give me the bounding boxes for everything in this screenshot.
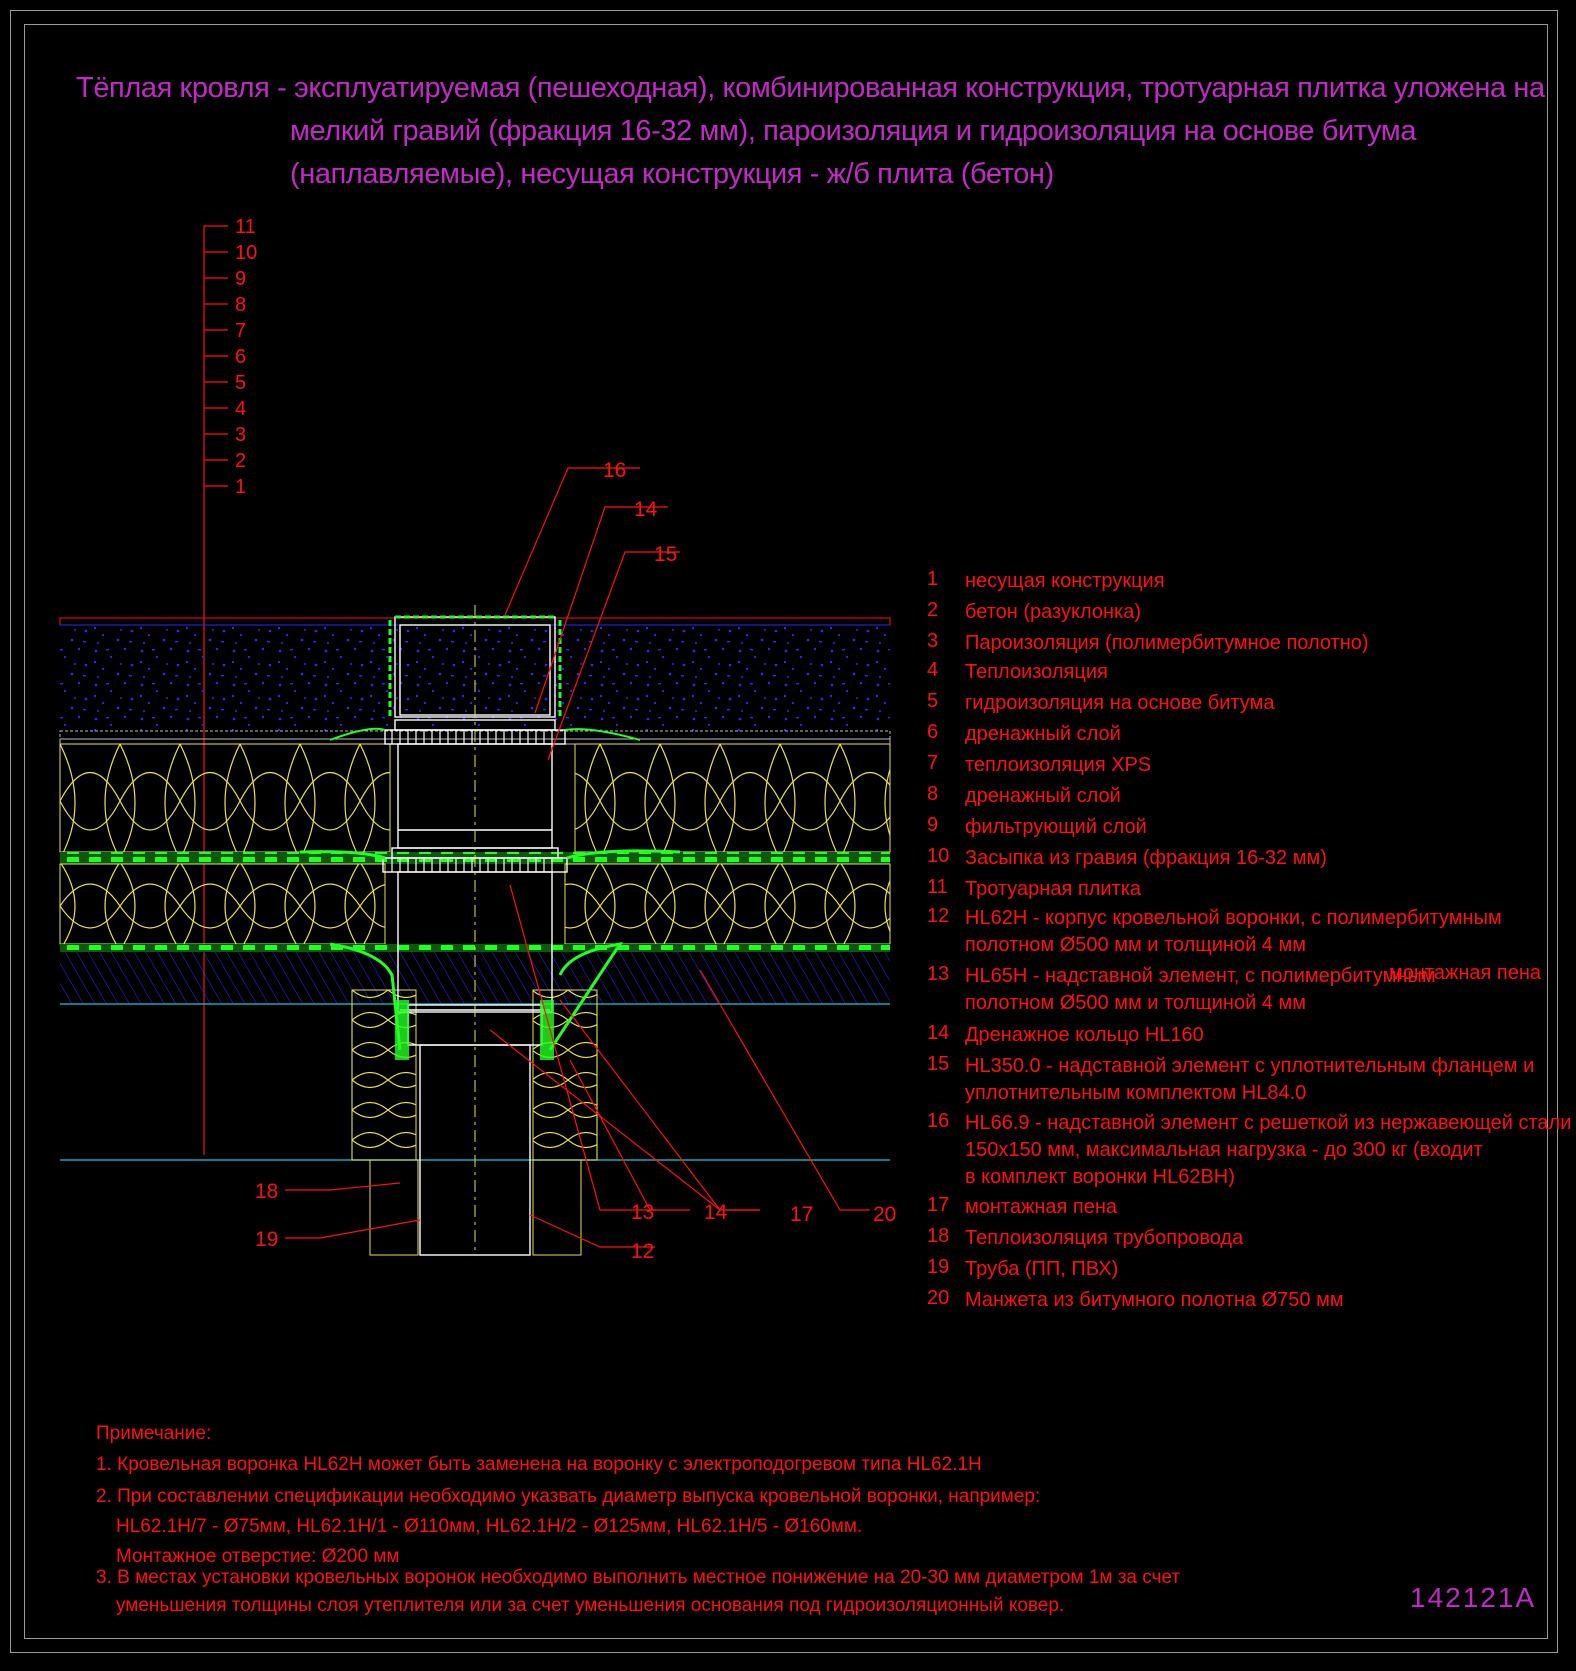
legend-text-line: Засыпка из гравия (фракция 16-32 мм) [965,847,1327,869]
callout-17: 17 [790,1203,814,1226]
legend-text [965,659,1108,686]
legend-text [965,568,1165,595]
layer-scale-label: 9 [235,268,247,290]
legend-number: 4 [927,659,939,681]
callout-14-top: 14 [634,498,658,521]
callout-12: 12 [631,1240,655,1263]
layer-scale-label: 4 [235,398,247,420]
legend-text-line: Дренажное кольцо HL160 [965,1024,1204,1046]
callout-20: 20 [873,1203,897,1226]
legend-text [965,1022,1204,1049]
legend-text [965,599,1141,626]
legend-text-line: HL350.0 - надставной элемент с уплотнительным фланцем и [965,1055,1535,1077]
legend-text [965,876,1141,903]
legend-number: 10 [927,845,950,867]
legend-text [965,1287,1344,1314]
legend-number: 7 [927,752,939,774]
legend-text [965,1194,1117,1221]
legend-text-line: в комплект воронки HL62BH) [965,1166,1235,1188]
legend-text-line: Манжета из битумного полотна Ø750 мм [965,1289,1344,1311]
legend-text-line: теплоизоляция XPS [965,754,1152,776]
legend-number: 14 [927,1022,950,1044]
legend-number: 16 [927,1110,950,1132]
title-line-3: (наплавляемые), несущая конструкция - ж/б плита (бетон) [290,158,1054,190]
legend-text [965,814,1147,841]
layer-scale-label: 10 [235,242,258,264]
legend-number: 15 [927,1053,950,1075]
callout-13: 13 [631,1201,655,1224]
legend-number: 5 [927,690,939,712]
legend-text-line: HL62H - корпус кровельной воронки, с полимербитумным [965,907,1502,929]
legend-text-line: HL66.9 - надставной элемент с решеткой из нержавеющей стали [965,1112,1572,1134]
legend-number: 12 [927,905,950,927]
legend-number: 9 [927,814,939,836]
callout-16: 16 [603,459,627,482]
legend-text [965,1225,1243,1252]
legend-overlap-text: монтажная пена [1389,962,1542,984]
legend-text [965,783,1121,810]
legend-text [965,905,1502,959]
legend-text-line: дренажный слой [965,785,1121,807]
legend-number: 13 [927,963,950,985]
legend-text [965,1110,1571,1191]
callout-19: 19 [255,1228,279,1251]
legend-text-line: монтажная пена [965,1196,1118,1218]
layer-scale-label: 5 [235,372,247,394]
layer-scale-label: 7 [235,320,247,342]
note-2-opening: Монтажное отверстие: Ø200 мм [116,1546,400,1567]
legend-number: 6 [927,721,939,743]
legend-text-line: Теплоизоляция [965,661,1108,683]
note-2-examples: HL62.1H/7 - Ø75мм, HL62.1H/1 - Ø110мм, HL62.1H/2 - Ø125мм, HL62.1H/5 - Ø160мм. [116,1516,863,1537]
callout-14-bottom: 14 [704,1201,728,1224]
note-2: 2. При составлении спецификации необходимо указвать диаметр выпуска кровельной воронки, например: [96,1486,1041,1507]
note-1: 1. Кровельная воронка HL62H может быть заменена на воронку с электроподогревом типа HL62.1H [96,1454,982,1475]
title-line-2: мелкий гравий (фракция 16-32 мм), пароизоляция и гидроизоляция на основе битума [290,115,1417,147]
layer-scale-label: 3 [235,424,247,446]
legend-text [965,845,1327,872]
layer-scale-label: 6 [235,346,247,368]
layer-scale-label: 11 [235,216,256,238]
legend-text-line: Труба (ПП, ПВХ) [965,1258,1119,1280]
legend-text [965,690,1274,717]
legend-text-line: полотном Ø500 мм и толщиной 4 мм [965,992,1306,1014]
legend-text-line: бетон (разуклонка) [965,601,1141,623]
legend-text-line: несущая конструкция [965,570,1165,592]
legend-text [965,630,1369,657]
legend-text [965,963,1436,1017]
legend-number: 1 [927,568,939,590]
callout-15: 15 [654,543,678,566]
legend-text-line: 150x150 мм, максимальная нагрузка - до 300 кг (входит [965,1139,1483,1161]
layer-scale-label: 8 [235,294,247,316]
legend-number: 8 [927,783,939,805]
legend-number: 3 [927,630,939,652]
legend-text-line: фильтрующий слой [965,816,1147,838]
legend-text-line: Тротуарная плитка [965,878,1142,900]
legend-number: 19 [927,1256,950,1278]
legend-text-line: полотном Ø500 мм и толщиной 4 мм [965,934,1306,956]
legend-number: 18 [927,1225,950,1247]
layer-scale-label: 1 [235,476,247,498]
legend-text [965,721,1121,748]
drawing-code: 142121A [1410,1582,1537,1613]
legend-text-line: Пароизоляция (полимербитумное полотно) [965,632,1369,654]
legend-text-line: Теплоизоляция трубопровода [965,1227,1244,1249]
notes-heading: Примечание: [96,1423,212,1444]
legend-number: 2 [927,599,939,621]
note-3-cont: уменьшения толщины слоя утеплителя или за счет уменьшения основания под гидроизоляционный ковер. [116,1595,1065,1616]
layer-scale-label: 2 [235,450,247,472]
title-line-1: Тёплая кровля - эксплуатируемая (пешеходная), комбинированная конструкция, тротуарная плитка уложена на [76,72,1545,104]
legend-number: 17 [927,1194,950,1216]
legend-text [965,752,1151,779]
note-3: 3. В местах установки кровельных воронок необходимо выполнить местное понижение на 20-30 мм диаметром 1м за счет [96,1567,1181,1588]
legend-text-line: уплотнительным комплектом HL84.0 [965,1082,1307,1104]
legend-text-line: HL65H - надставной элемент, с полимербитумным [965,965,1436,987]
legend-number: 11 [927,876,948,898]
legend-text [965,1256,1118,1283]
legend-number: 20 [927,1287,950,1309]
callout-18: 18 [255,1180,279,1203]
legend-text [965,1053,1534,1107]
legend-text-line: дренажный слой [965,723,1121,745]
legend-text-line: гидроизоляция на основе битума [965,692,1275,714]
